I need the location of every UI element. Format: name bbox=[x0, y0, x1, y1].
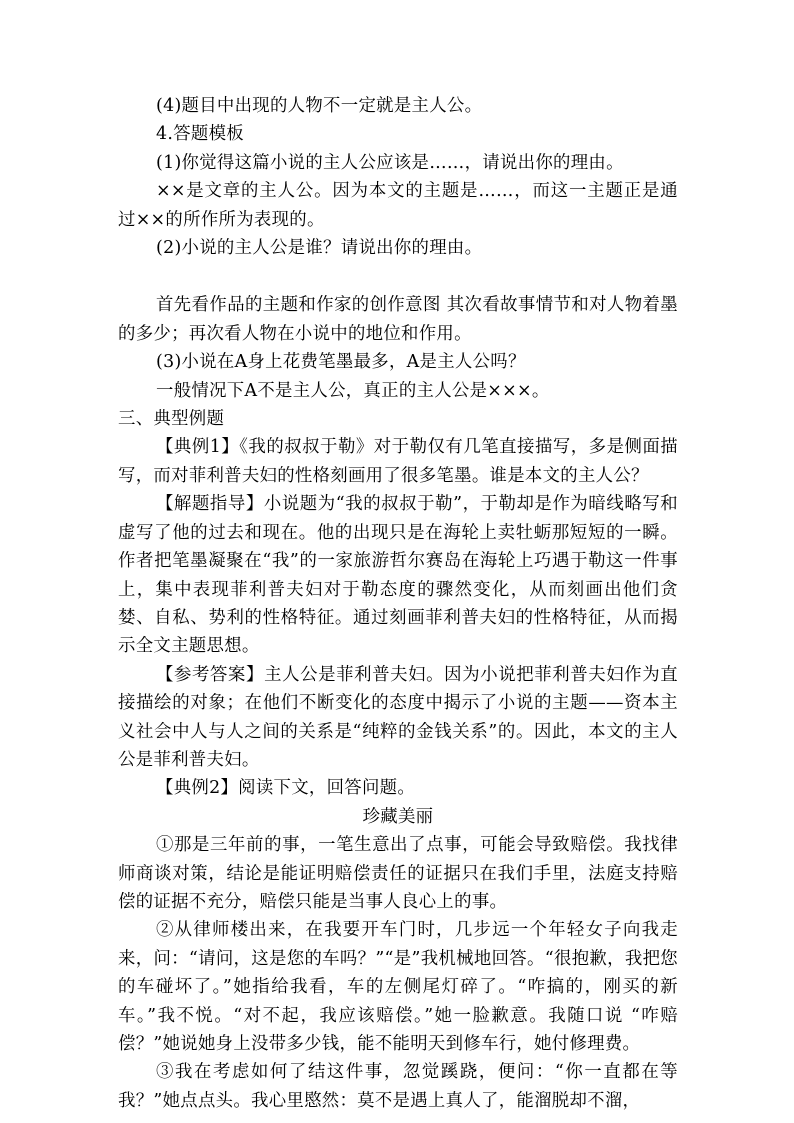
section-heading-template: 4.答题模板 bbox=[156, 124, 244, 145]
answer-2: 首先看作品的主题和作家的创作意图 其次看故事情节和对人物着墨的多少；再次看人物在小说中的地位和作用。 bbox=[118, 295, 678, 344]
question-3: (3)小说在A身上花费笔墨最多，A是主人公吗？ bbox=[156, 352, 526, 373]
passage-title: 珍藏美丽 bbox=[362, 806, 434, 827]
question-1: (1)你觉得这篇小说的主人公应该是……，请说出你的理由。 bbox=[156, 152, 624, 173]
blank-line bbox=[118, 262, 678, 291]
example-2: 【典例2】阅读下文，回答问题。 bbox=[156, 778, 416, 799]
solution-guide: 【解题指导】小说题为“我的叔叔于勒”，于勒却是作为暗线略写和虚写了他的过去和现在。他的出现只是在海轮上卖牡蛎那短短的一瞬。作者把笔墨凝聚在“我”的一家旅游哲尔赛岛在海轮上巧遇于勒这一件事上，集中表现菲利普夫妇对于勒态度的骤然变化，从而刻画出他们贪婪、自私、势利的性格特征。通过刻画菲利普夫妇的性格特征，从而揭示全文主题思想。 bbox=[118, 494, 678, 657]
answer-3: 一般情况下A不是主人公，真正的主人公是×××。 bbox=[156, 380, 550, 401]
example-1: 【典例1】《我的叔叔于勒》对于勒仅有几笔直接描写，多是侧面描写，而对菲利普夫妇的性格刻画用了很多笔墨。谁是本文的主人公？ bbox=[118, 437, 678, 486]
passage-paragraph-3: ③我在考虑如何了结这件事，忽觉蹊跷，便问：“你一直都在等我？”她点点头。我心里愍然：莫不是遇上真人了，能溜脱却不溜， bbox=[118, 1062, 678, 1111]
answer-1: ××是文章的主人公。因为本文的主题是……，而这一主题正是通过××的所作所为表现的。 bbox=[118, 181, 678, 230]
passage-paragraph-1: ①那是三年前的事，一笔生意出了点事，可能会导致赔偿。我找律师商谈对策，结论是能证明赔偿责任的证据只在我们手里，法庭支持赔偿的证据不充分，赔偿只能是当事人良心上的事。 bbox=[118, 835, 678, 912]
passage-paragraph-2: ②从律师楼出来，在我要开车门时，几步远一个年轻女子向我走来，问：“请问，这是您的车吗？”“是”我机械地回答。“很抱歉，我把您的车碰坏了。”她指给我看，车的左侧尾灯碎了。“咋搞的，刚买的新车。”我不悦。“对不起，我应该赔偿。”她一脸歉意。我随口说 “咋赔偿？”她说她身上没带多少钱，能不能明天到修车行，她付修理费。 bbox=[118, 920, 678, 1054]
document-page bbox=[118, 92, 678, 1115]
section-heading-examples: 三、典型例题 bbox=[118, 409, 225, 430]
list-item-4: (4)题目中出现的人物不一定就是主人公。 bbox=[156, 96, 483, 116]
reference-answer: 【参考答案】主人公是菲利普夫妇。因为小说把菲利普夫妇作为直接描绘的对象；在他们不断变化的态度中揭示了小说的主题——资本主义社会中人与人之间的关系是“纯粹的金钱关系”的。因此，本文的主人公是菲利普夫妇。 bbox=[118, 664, 678, 770]
question-2: (2)小说的主人公是谁？请说出你的理由。 bbox=[156, 238, 483, 259]
